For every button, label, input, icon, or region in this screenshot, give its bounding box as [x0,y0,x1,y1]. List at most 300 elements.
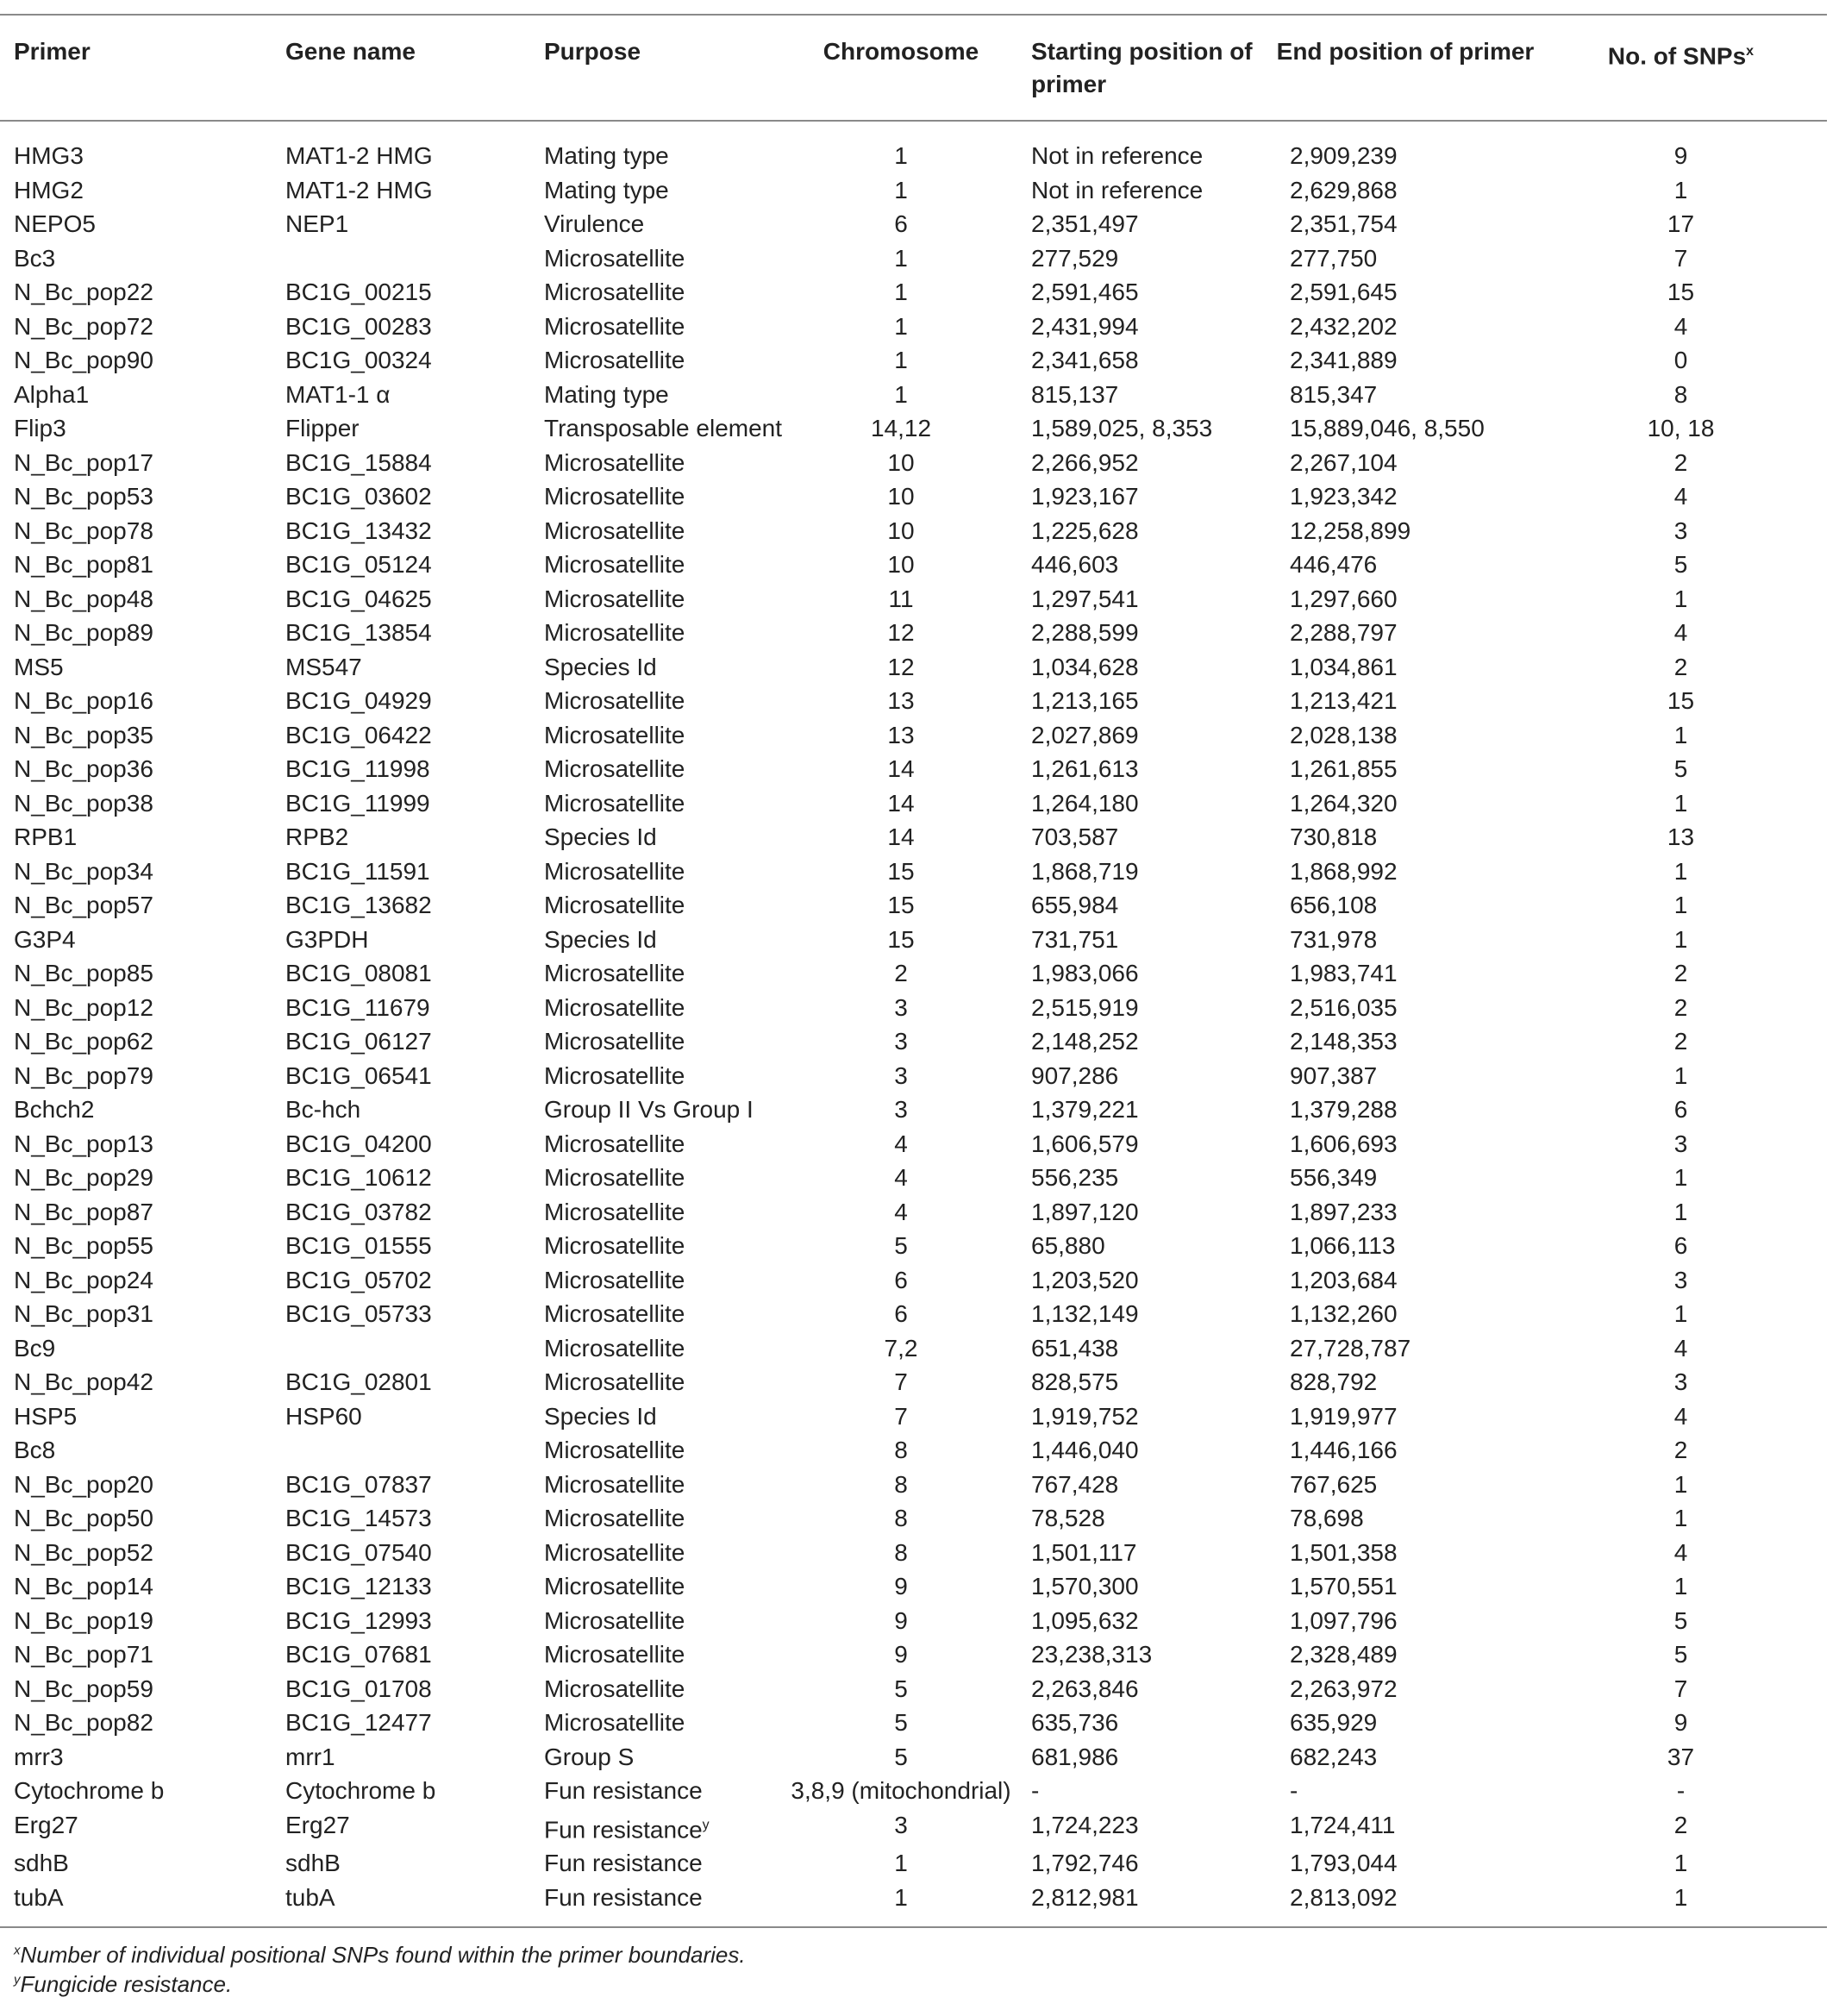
cell-text: 10 [887,551,915,578]
cell-start-position [1017,1195,1276,1230]
cell-primer [0,718,272,753]
cell-text: N_Bc_pop72 [14,312,153,340]
cell-text: Microsatellite [544,892,685,918]
cell-chromosome [785,1365,1017,1399]
cell-start-position [1017,378,1276,412]
table-row [0,650,1827,685]
cell-text: BC1G_13432 [285,517,432,544]
cell-gene-name [272,446,530,480]
cell-text: 3 [894,1096,908,1123]
cell-gene-name [272,1263,530,1298]
cell-purpose [530,446,785,480]
cell-text: 6 [894,1266,908,1293]
cell-end-position [1276,888,1535,923]
cell-text: 1,606,693 [1290,1130,1398,1157]
cell-start-position [1017,1536,1276,1570]
cell-gene-name [272,1808,530,1847]
cell-gene-name [272,1297,530,1331]
cell-text: Not in reference [1031,176,1204,203]
cell-text: 0 [1673,347,1688,373]
cell-purpose [530,378,785,412]
cell-text: N_Bc_pop85 [14,960,153,986]
cell-end-position [1276,1846,1535,1881]
table-row [0,855,1827,889]
cell-text: Microsatellite [544,1334,685,1362]
cell-snps [1535,1846,1827,1881]
cell-text: N_Bc_pop57 [14,892,153,918]
cell-primer [0,752,272,786]
table-row [0,446,1827,480]
cell-chromosome [785,1331,1017,1366]
cell-text: RPB2 [285,823,349,850]
cell-purpose [530,1881,785,1927]
cell-text: 2 [1673,1437,1688,1463]
cell-text: sdhB [285,1850,341,1877]
cell-text: N_Bc_pop82 [14,1709,153,1736]
cell-chromosome [785,650,1017,685]
cell-end-position [1276,514,1535,548]
cell-text: 1 [894,347,908,373]
cell-primer [0,1263,272,1298]
cell-text: BC1G_13682 [285,892,432,918]
cell-text: 12 [887,619,915,646]
cell-gene-name [272,121,530,173]
cell-text: 2,351,497 [1031,210,1139,237]
cell-purpose [530,752,785,786]
cell-text: 277,529 [1031,244,1119,272]
cell-snps [1535,650,1827,685]
cell-chromosome [785,1706,1017,1740]
table-row [0,1195,1827,1230]
cell-snps [1535,446,1827,480]
cell-start-position [1017,923,1276,957]
cell-text: Microsatellite [544,1538,685,1566]
cell-start-position [1017,1637,1276,1672]
cell-text: BC1G_11999 [285,789,430,817]
cell-text: 5 [894,1675,908,1702]
cell-purpose [530,1024,785,1059]
cell-purpose [530,1706,785,1740]
cell-text: 4 [894,1130,908,1157]
cell-text: BC1G_04929 [285,687,432,714]
cell-primer [0,275,272,310]
cell-end-position [1276,241,1535,276]
cell-snps [1535,1433,1827,1468]
cell-snps [1535,411,1827,446]
cell-text: 1,446,040 [1031,1437,1139,1463]
cell-start-position [1017,786,1276,821]
cell-chromosome [785,1263,1017,1298]
cell-start-position [1017,514,1276,548]
cell-end-position [1276,752,1535,786]
table-row [0,1229,1827,1263]
cell-text: BC1G_00215 [285,279,432,305]
cell-text: 1 [894,176,908,203]
cell-snps [1535,378,1827,412]
cell-primer [0,1297,272,1331]
cell-text: 1 [1673,1505,1688,1531]
cell-text: 1 [894,380,908,408]
cell-snps [1535,1881,1827,1927]
cell-text: Bc9 [14,1334,56,1362]
cell-start-position [1017,207,1276,241]
cell-primer [0,1433,272,1468]
cell-chromosome [785,1024,1017,1059]
cell-end-position [1276,820,1535,855]
cell-chromosome [785,1740,1017,1775]
table-row [0,207,1827,241]
cell-gene-name [272,310,530,344]
footnote-y-mark: y [14,1972,21,1988]
primer-table-container [0,14,1839,1926]
cell-end-position [1276,173,1535,208]
cell-purpose [530,786,785,821]
cell-text: 656,108 [1290,892,1378,918]
cell-text: BC1G_06541 [285,1061,432,1089]
cell-text: 1,983,066 [1031,960,1139,986]
cell-primer [0,582,272,617]
cell-text: 1,097,796 [1290,1606,1398,1634]
cell-text: 6 [1673,1096,1688,1123]
cell-text: N_Bc_pop34 [14,857,153,885]
cell-text: BC1G_13854 [285,619,432,646]
cell-primer [0,1536,272,1570]
table-row [0,1468,1827,1502]
cell-text: N_Bc_pop13 [14,1130,153,1157]
cell-chromosome [785,1127,1017,1161]
cell-text: MAT1-1 α [285,380,391,408]
cell-text: MS5 [14,653,64,680]
cell-start-position [1017,1127,1276,1161]
cell-start-position [1017,991,1276,1025]
cell-text: 446,476 [1290,551,1378,578]
cell-text: Microsatellite [544,721,685,748]
cell-end-position [1276,207,1535,241]
cell-text: 5 [894,1709,908,1736]
cell-text: 1 [1673,1470,1688,1498]
cell-gene-name [272,956,530,991]
cell-text: BC1G_05124 [285,551,432,578]
table-row [0,1059,1827,1093]
header-end-position: End position of primer [1276,38,1535,65]
cell-text: 9 [894,1573,908,1600]
cell-text: N_Bc_pop71 [14,1641,153,1668]
header-snps-footnote-mark: x [1746,44,1755,59]
cell-text: 2,629,868 [1290,176,1398,203]
cell-end-position [1276,446,1535,480]
cell-text: 1,261,855 [1290,755,1398,782]
cell-text: 1,724,411 [1290,1811,1396,1838]
cell-text: 3 [894,993,908,1021]
cell-text: 1 [894,244,908,272]
cell-start-position [1017,1433,1276,1468]
cell-snps [1535,1331,1827,1366]
table-row [0,173,1827,208]
cell-snps [1535,1808,1827,1847]
table-row [0,1604,1827,1638]
table-row [0,786,1827,821]
cell-snps [1535,548,1827,582]
table-row [0,1536,1827,1570]
cell-snps [1535,1297,1827,1331]
cell-text: 1,983,741 [1290,960,1398,986]
cell-text: 2,515,919 [1031,993,1139,1021]
cell-text: Fun resistance [544,1777,703,1804]
table-row [0,378,1827,412]
cell-primer [0,1195,272,1230]
cell-purpose [530,1774,785,1808]
cell-chromosome [785,923,1017,957]
cell-purpose [530,173,785,208]
cell-gene-name [272,1127,530,1161]
cell-text: 1,446,166 [1290,1437,1398,1463]
cell-text: Flipper [285,415,360,441]
cell-start-position [1017,820,1276,855]
table-row [0,343,1827,378]
cell-text: Microsatellite [544,1606,685,1634]
cell-chromosome [785,1468,1017,1502]
cell-text: 7 [1673,1675,1688,1702]
cell-text: 11 [888,585,914,612]
cell-end-position [1276,378,1535,412]
cell-text: 1,261,613 [1031,755,1139,782]
table-row [0,1501,1827,1536]
cell-purpose [530,1569,785,1604]
table-row [0,1808,1827,1847]
cell-text: 3 [894,1811,908,1838]
cell-chromosome [785,411,1017,446]
cell-text: 2,028,138 [1290,721,1398,748]
cell-gene-name [272,1229,530,1263]
table-row [0,582,1827,617]
cell-text: 651,438 [1031,1334,1119,1362]
cell-text: 1,034,628 [1031,653,1139,680]
cell-gene-name [272,1093,530,1127]
cell-text: 4 [1673,483,1688,510]
cell-text: MAT1-2 HMG [285,142,433,169]
cell-text: N_Bc_pop90 [14,347,153,373]
cell-text: 815,137 [1031,380,1119,408]
cell-purpose [530,855,785,889]
cell-chromosome [785,1774,1017,1808]
cell-gene-name [272,1774,530,1808]
cell-gene-name [272,718,530,753]
cell-chromosome [785,616,1017,650]
cell-gene-name [272,855,530,889]
cell-chromosome [785,479,1017,514]
cell-text: 2,328,489 [1290,1641,1398,1668]
cell-primer [0,207,272,241]
cell-chromosome [785,1846,1017,1881]
cell-text: 277,750 [1290,244,1378,272]
cell-text: 1,868,719 [1031,857,1139,885]
cell-chromosome [785,956,1017,991]
cell-text: BC1G_12477 [285,1709,432,1736]
cell-chromosome [785,241,1017,276]
cell-start-position [1017,1399,1276,1434]
cell-chromosome [785,1093,1017,1127]
cell-end-position [1276,684,1535,718]
cell-text: N_Bc_pop81 [14,551,153,578]
cell-snps [1535,684,1827,718]
cell-chromosome [785,1297,1017,1331]
table-row [0,718,1827,753]
cell-text: 14 [887,789,915,817]
cell-text: N_Bc_pop16 [14,687,153,714]
cell-text: 2,591,465 [1031,279,1139,305]
cell-text: 1 [1673,585,1688,612]
cell-chromosome [785,752,1017,786]
cell-text: 2,263,846 [1031,1675,1139,1702]
cell-start-position [1017,855,1276,889]
cell-text: 3 [1673,517,1688,544]
cell-text: Microsatellite [544,1709,685,1736]
cell-end-position [1276,1059,1535,1093]
cell-text: 2,909,239 [1290,142,1398,169]
cell-primer [0,1161,272,1195]
cell-text: BC1G_11591 [285,857,430,885]
cell-text: Species Id [544,1402,657,1430]
cell-text: 2,266,952 [1031,448,1139,476]
cell-text: 2,432,202 [1290,312,1398,340]
cell-text: N_Bc_pop42 [14,1368,153,1395]
cell-text: 8 [894,1470,908,1498]
cell-text: 1,897,233 [1290,1198,1398,1225]
cell-text: 3 [894,1061,908,1089]
cell-text: 10, 18 [1647,415,1715,441]
cell-start-position [1017,411,1276,446]
cell-text: 7 [894,1402,908,1430]
cell-text: 5 [1673,755,1688,782]
cell-chromosome [785,820,1017,855]
cell-text: 2,351,754 [1290,210,1398,237]
cell-end-position [1276,479,1535,514]
cell-text: N_Bc_pop29 [14,1164,153,1191]
cell-primer [0,1501,272,1536]
cell-text: 6 [894,210,908,237]
cell-purpose [530,1093,785,1127]
cell-end-position [1276,718,1535,753]
cell-snps [1535,275,1827,310]
cell-snps [1535,752,1827,786]
header-snps [1535,15,1827,121]
cell-purpose [530,479,785,514]
header-chromosome: Chromosome [823,38,979,65]
cell-purpose [530,888,785,923]
cell-text: 1 [894,1883,908,1911]
cell-text: 4 [894,1198,908,1225]
cell-snps [1535,888,1827,923]
cell-chromosome [785,718,1017,753]
cell-gene-name [272,1399,530,1434]
cell-text: 1,297,541 [1031,585,1139,612]
cell-text: Flip3 [14,415,66,441]
cell-start-position [1017,684,1276,718]
cell-text: 14 [887,823,915,850]
cell-text: 8 [1673,380,1688,408]
cell-text: Microsatellite [544,789,685,817]
cell-chromosome [785,1161,1017,1195]
cell-text: 2,148,353 [1290,1028,1398,1055]
cell-start-position [1017,650,1276,685]
cell-gene-name [272,582,530,617]
cell-text: 1,034,861 [1290,653,1398,680]
cell-primer [0,548,272,582]
cell-snps [1535,479,1827,514]
cell-primer [0,991,272,1025]
cell-end-position [1276,1569,1535,1604]
cell-purpose [530,207,785,241]
cell-purpose [530,1195,785,1230]
cell-text: 10 [887,483,915,510]
cell-text: 1,793,044 [1290,1850,1398,1877]
cell-gene-name [272,1331,530,1366]
table-row [0,514,1827,548]
cell-snps [1535,956,1827,991]
cell-chromosome [785,121,1017,173]
cell-primer [0,1706,272,1740]
cell-text: N_Bc_pop53 [14,483,153,510]
cell-gene-name [272,1881,530,1927]
cell-text: 9 [894,1606,908,1634]
cell-text: 9 [1673,142,1688,169]
cell-text: BC1G_15884 [285,448,432,476]
cell-start-position [1017,1229,1276,1263]
cell-text: N_Bc_pop89 [14,619,153,646]
cell-text: BC1G_12133 [285,1573,432,1600]
cell-snps [1535,173,1827,208]
cell-primer [0,378,272,412]
cell-text: 1 [1673,1164,1688,1191]
cell-text: 3 [1673,1266,1688,1293]
cell-text: 1 [1673,1198,1688,1225]
cell-start-position [1017,1501,1276,1536]
cell-snps [1535,1569,1827,1604]
cell-text: BC1G_08081 [285,960,432,986]
table-row [0,1706,1827,1740]
cell-end-position [1276,1881,1535,1927]
cell-primer [0,1569,272,1604]
cell-text: Cytochrome b [14,1777,165,1804]
cell-text: 1,570,551 [1290,1573,1398,1600]
cell-text: Microsatellite [544,312,685,340]
cell-text: 1 [1673,1883,1688,1911]
cell-end-position [1276,1468,1535,1502]
cell-start-position [1017,752,1276,786]
cell-primer [0,923,272,957]
cell-text: Microsatellite [544,1164,685,1191]
cell-purpose [530,1127,785,1161]
cell-text: 6 [1673,1232,1688,1259]
cell-chromosome [785,514,1017,548]
cell-gene-name [272,1161,530,1195]
cell-text: Microsatellite [544,1675,685,1702]
cell-text: 682,243 [1290,1743,1378,1770]
cell-purpose [530,1536,785,1570]
cell-text: N_Bc_pop79 [14,1061,153,1089]
cell-end-position [1276,786,1535,821]
cell-text: N_Bc_pop78 [14,517,153,544]
cell-text: N_Bc_pop38 [14,789,153,817]
cell-text: BC1G_06127 [285,1028,432,1055]
cell-snps [1535,1093,1827,1127]
cell-text: MS547 [285,653,362,680]
cell-primer [0,1468,272,1502]
cell-start-position [1017,1881,1276,1927]
cell-end-position [1276,1604,1535,1638]
cell-text: N_Bc_pop59 [14,1675,153,1702]
table-row [0,1127,1827,1161]
